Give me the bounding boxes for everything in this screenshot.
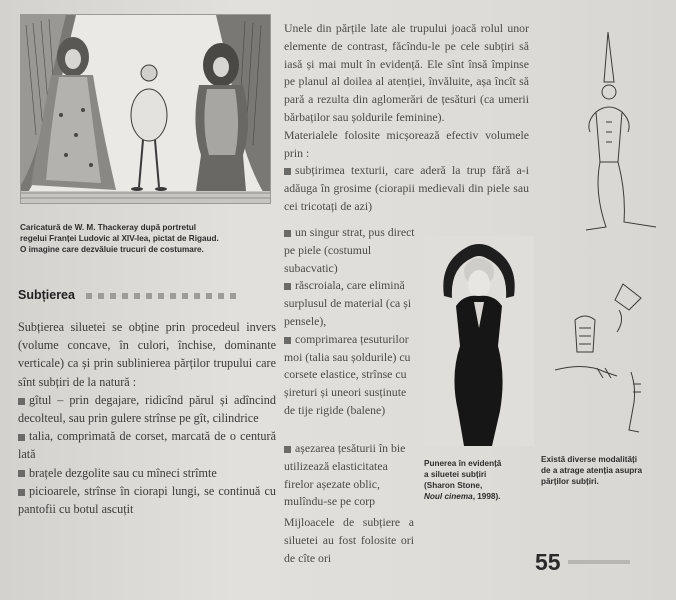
bullet-square-icon (284, 283, 291, 290)
left-bullet-item: brațele dezgolite sau cu mîneci strîmte (18, 464, 276, 482)
narrow-bullet-item: răscroiala, care elimină surplusul de material (ca și pensele), (284, 278, 412, 328)
section-heading-text: Subțierea (18, 288, 75, 302)
fashion-detail-sketches (545, 280, 665, 445)
left-bullet-item: talia, comprimată de corset, marcată de o centură lată (18, 429, 276, 462)
bullet-square-icon (284, 168, 291, 175)
section-heading (18, 288, 242, 302)
narrow-bullet-item: comprimarea țesuturilor moi (talia sau șoldurile) cu corsete elastice, strînse cu șireturi și uneori susținute de tije rigide (balene) (284, 331, 411, 417)
page-number: 55 (535, 549, 561, 575)
bullet-square-icon (18, 489, 25, 496)
illustration-caption (20, 222, 282, 255)
middle-bullet-item: subțirimea texturii, care aderă la trup fără a-i adăuga în grosime (ciorapii medievali din piele sau cei tricotați de azi) (284, 163, 529, 213)
left-intro-paragraph: Subțierea siluetei se obține prin procedeul invers (volume concave, în culori, închise, dominante verticale) ca și prin sublinierea părților trupului care sînt subțiri de la natură : (18, 320, 276, 389)
photo-caption-line3: (Sharon Stone, (424, 481, 483, 490)
middle-column-text (284, 20, 529, 216)
illustration-caption-line3: O imagine care dezvăluie trucuri de costumare. (20, 245, 204, 254)
narrow-bullet-item: un singur strat, pus direct pe piele (costumul subacvatic) (284, 225, 415, 275)
photo-caption-line4: Noul cinema, 1998). (424, 492, 501, 501)
bullet-square-icon (284, 446, 291, 453)
bullet-square-icon (18, 434, 25, 441)
illustration-caption-line1: Caricatură de W. M. Thackeray după portretul (20, 223, 197, 232)
caricature-illustration (20, 14, 271, 204)
sharon-stone-photo (424, 236, 534, 446)
closing-paragraph: Mijloacele de subțiere a siluetei au fost folosite ori de cîte ori (284, 515, 414, 565)
left-bullet-item: gîtul – prin degajare, ridicînd părul și adîncind decolteul, sau prin gulere strînse pe gît, cilindrice (18, 392, 276, 426)
bullet-square-icon (284, 230, 291, 237)
closing-text (284, 514, 414, 567)
photo-caption-line2: a siluetei subțiri (424, 470, 487, 479)
left-column-text (18, 318, 276, 518)
heading-square-divider (86, 288, 242, 302)
narrow-bullet-item: așezarea țesăturii în bie utilizează elasticitatea firelor așezate oblic, mulîndu-se pe corp (284, 441, 406, 509)
illustration-caption-line2: regelui Franței Ludovic al XIV-lea, pictat de Rigaud. (20, 234, 219, 243)
medieval-costume-sketch (566, 22, 666, 232)
narrow-column-text-lower (284, 440, 419, 511)
middle-paragraph-2: Materialele folosite micșorează efectiv volumele prin : (284, 127, 529, 160)
right-caption-line1: Există diverse modalități (541, 455, 638, 464)
right-caption (541, 454, 666, 487)
narrow-column-text (284, 224, 416, 420)
right-caption-line3: părților subțiri. (541, 477, 599, 486)
right-caption-line2: de a atrage atenția asupra (541, 466, 643, 475)
photo-caption (424, 458, 534, 502)
bullet-square-icon (18, 470, 25, 477)
photo-caption-line1: Punerea în evidență (424, 459, 502, 468)
page-number-bar (568, 560, 630, 564)
left-bullet-item: picioarele, strînse în ciorapi lungi, se continuă cu pantofii cu botul ascuțit (18, 483, 276, 517)
middle-paragraph-1: Unele din părțile late ale trupului joacă rolul unor elemente de contrast, făcîndu-le pe cele subțiri să iasă și mai mult în evidență. Ele sînt însă împinse pe planul al doilea al atenției, învăluite, așa încît să pară a rezulta din aglomerări de țesături (ca umerii bărbaților sau șoldurile feminine). (284, 21, 529, 124)
bullet-square-icon (18, 398, 25, 405)
bullet-square-icon (284, 337, 291, 344)
